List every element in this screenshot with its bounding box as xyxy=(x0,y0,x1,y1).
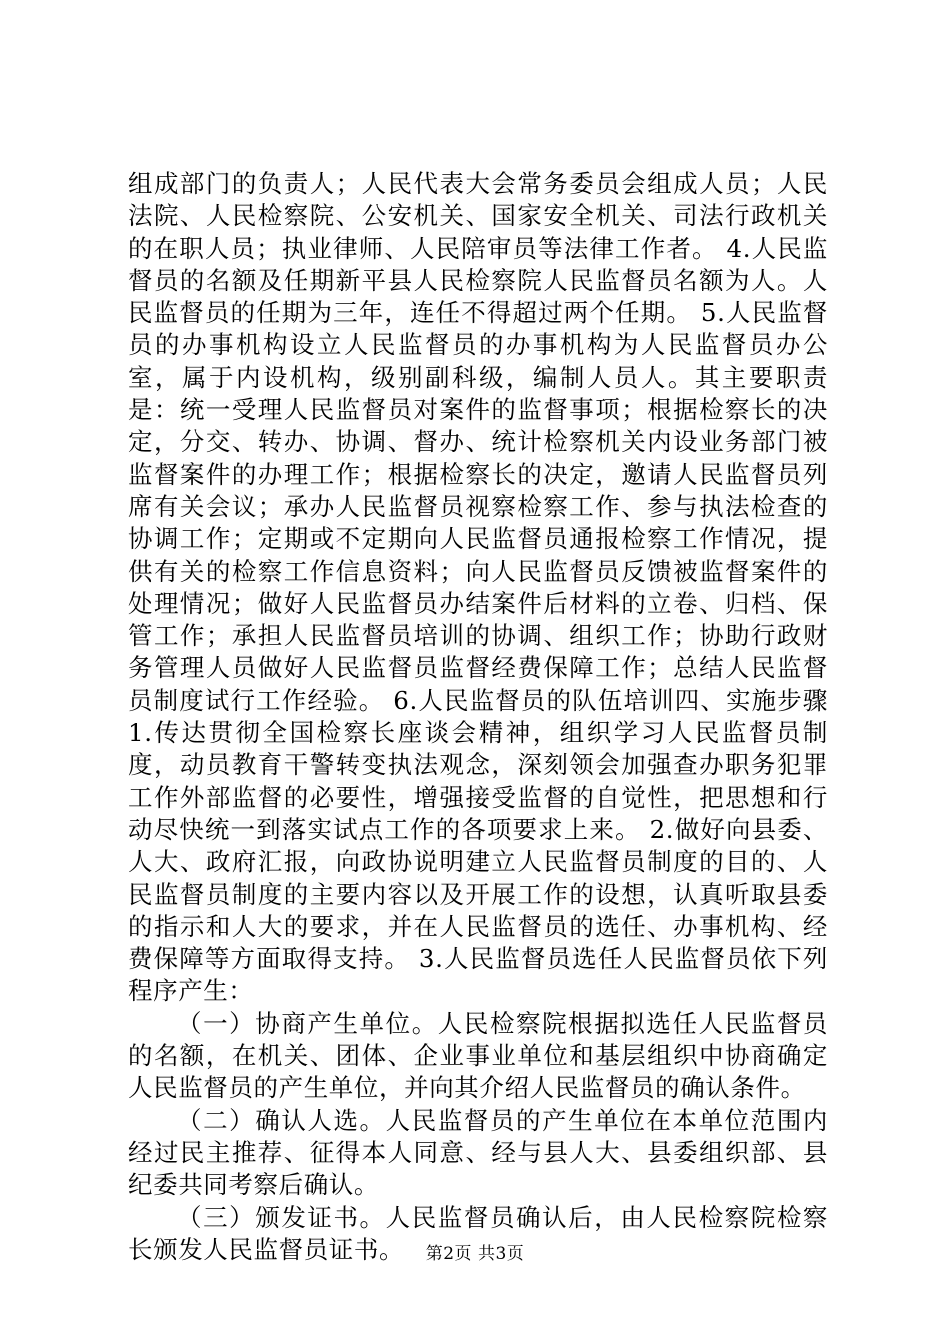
paragraph-step-one: （一）协商产生单位。人民检察院根据拟选任人民监督员的名额，在机关、团体、企业事业单位和基层组织中协商确定人民监督员的产生单位，并向其介绍人民监督员的确认条件。 xyxy=(128,1008,828,1103)
paragraph-step-two: （二）确认人选。人民监督员的产生单位在本单位范围内经过民主推荐、征得本人同意、经与县人大、县委组织部、县纪委共同考察后确认。 xyxy=(128,1105,828,1200)
paragraph-main: 组成部门的负责人；人民代表大会常务委员会组成人员；人民法院、人民检察院、公安机关、国家安全机关、司法行政机关的在职人员；执业律师、人民陪审员等法律工作者。 4.人民监督员的名额及任期新平县人民检察院人民监督员名额为人。人民监督员的任期为三年，连任不得超过两个任期。 5.人民监督员的办事机构设立人民监督员的办事机构为人民监督员办公室，属于内设机构，级别副科级，编制人员人。其主要职责是：统一受理人民监督员对案件的监督事项；根据检察长的决定，分交、转办、协调、督办、统计检察机关内设业务部门被监督案件的办理工作；根据检察长的决定，邀请人民监督员列席有关会议；承办人民监督员视察检察工作、参与执法检查的协调工作；定期或不定期向人民监督员通报检察工作情况，提供有关的检察工作信息资料；向人民监督员反馈被监督案件的处理情况；做好人民监督员办结案件后材料的立卷、归档、保管工作；承担人民监督员培训的协调、组织工作；协助行政财务管理人员做好人民监督员监督经费保障工作；总结人民监督员制度试行工作经验。 6.人民监督员的队伍培训四、实施步骤 1.传达贯彻全国检察长座谈会精神，组织学习人民监督员制度，动员教育干警转变执法观念，深刻领会加强查办职务犯罪工作外部监督的必要性，增强接受监督的自觉性，把思想和行动尽快统一到落实试点工作的各项要求上来。 2.做好向县委、人大、政府汇报，向政协说明建立人民监督员制度的目的、人民监督员制度的主要内容以及开展工作的设想，认真听取县委的指示和人大的要求，并在人民监督员的选任、办事机构、经费保障等方面取得支持。 3.人民监督员选任人民监督员依下列程序产生： xyxy=(128,169,828,1006)
page-number-footer: 第2页 共3页 xyxy=(425,1244,525,1264)
document-body xyxy=(128,168,828,1266)
paragraph-step-three: （三）颁发证书。人民监督员确认后，由人民检察院检察长颁发人民监督员证书。 xyxy=(128,1202,828,1264)
